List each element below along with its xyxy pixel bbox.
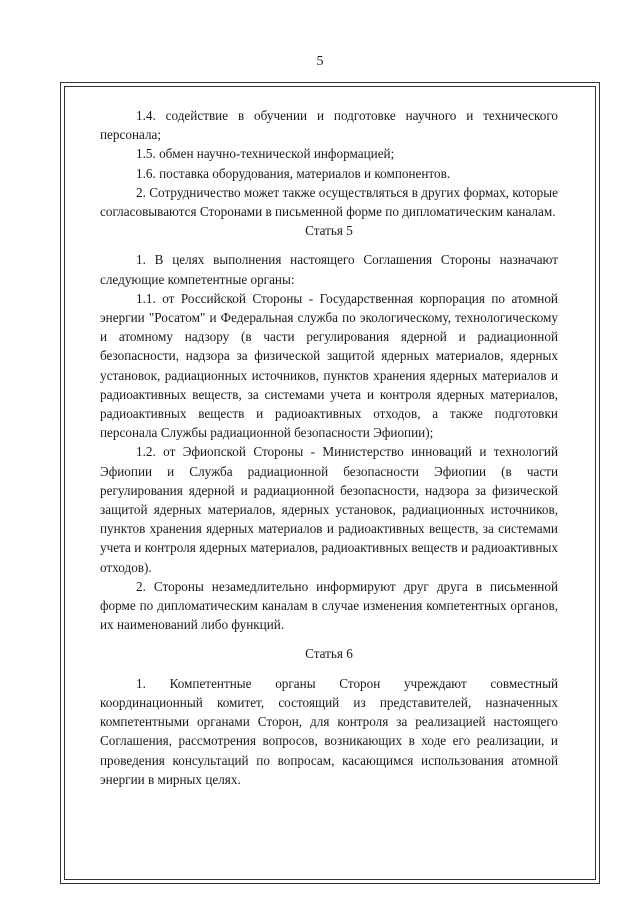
paragraph-1-4: 1.4. содействие в обучении и подготовке научного и технического персонала; bbox=[100, 108, 558, 143]
article-6-paragraph-1: 1. Компетентные органы Сторон учреждают совместный координационный комитет, состоящий из представителей, назначенных компетентными органами Сторон, для контроля за реализацией настоящего Соглашения, рассмотрения вопросов, возникающих в ходе его реализации, и проведения консультаций по вопросам, касающимся использования атомной энергии в мирных целях. bbox=[100, 675, 558, 787]
document-body bbox=[100, 106, 558, 789]
paragraph-1-5: 1.5. обмен научно-технической информацией; bbox=[136, 146, 395, 162]
page-number: 5 bbox=[316, 54, 324, 69]
paragraph-1-6: 1.6. поставка оборудования, материалов и компонентов. bbox=[136, 165, 451, 181]
article-5-paragraph-1-1: 1.1. от Российской Стороны - Государственная корпорация по атомной энергии "Росатом" и Федеральная служба по экологическому, технологическому и атомному надзору (в части регулирования ядерной и радиационной безопасности, надзора за физической защитой ядерных материалов, ядерных установок, радиационных источников, пунктов хранения ядерных материалов и радиоактивных веществ, за системами учета и контроля ядерных материалов, радиоактивных веществ и радиоактивных отходов, а также подготовки персонала Службы радиационной безопасности Эфиопии); bbox=[100, 290, 558, 441]
article-5-heading: Статья 5 bbox=[305, 223, 353, 239]
article-5-paragraph-1: 1. В целях выполнения настоящего Соглашения Стороны назначают следующие компетентные органы: bbox=[100, 252, 558, 287]
paragraph-2: 2. Сотрудничество может также осуществляться в других формах, которые согласовываются Сторонами в письменной форме по дипломатическим каналам. bbox=[100, 184, 558, 220]
article-5-paragraph-1-2: 1.2. от Эфиопской Стороны - Министерство инноваций и технологий Эфиопии и Служба радиационной безопасности Эфиопии (в части регулирования ядерной и радиационной безопасности, надзора за физической защитой ядерных материалов, ядерных установок, радиационных источников, пунктов хранения ядерных материалов и радиоактивных веществ, за системами учета и контроля ядерных материалов, радиоактивных веществ и радиоактивных отходов). bbox=[100, 444, 558, 575]
article-5-paragraph-2: 2. Стороны незамедлительно информируют друг друга в письменной форме по дипломатическим каналам в случае изменения компетентных органов, их наименований либо функций. bbox=[100, 578, 558, 633]
article-6-heading: Статья 6 bbox=[305, 646, 353, 662]
